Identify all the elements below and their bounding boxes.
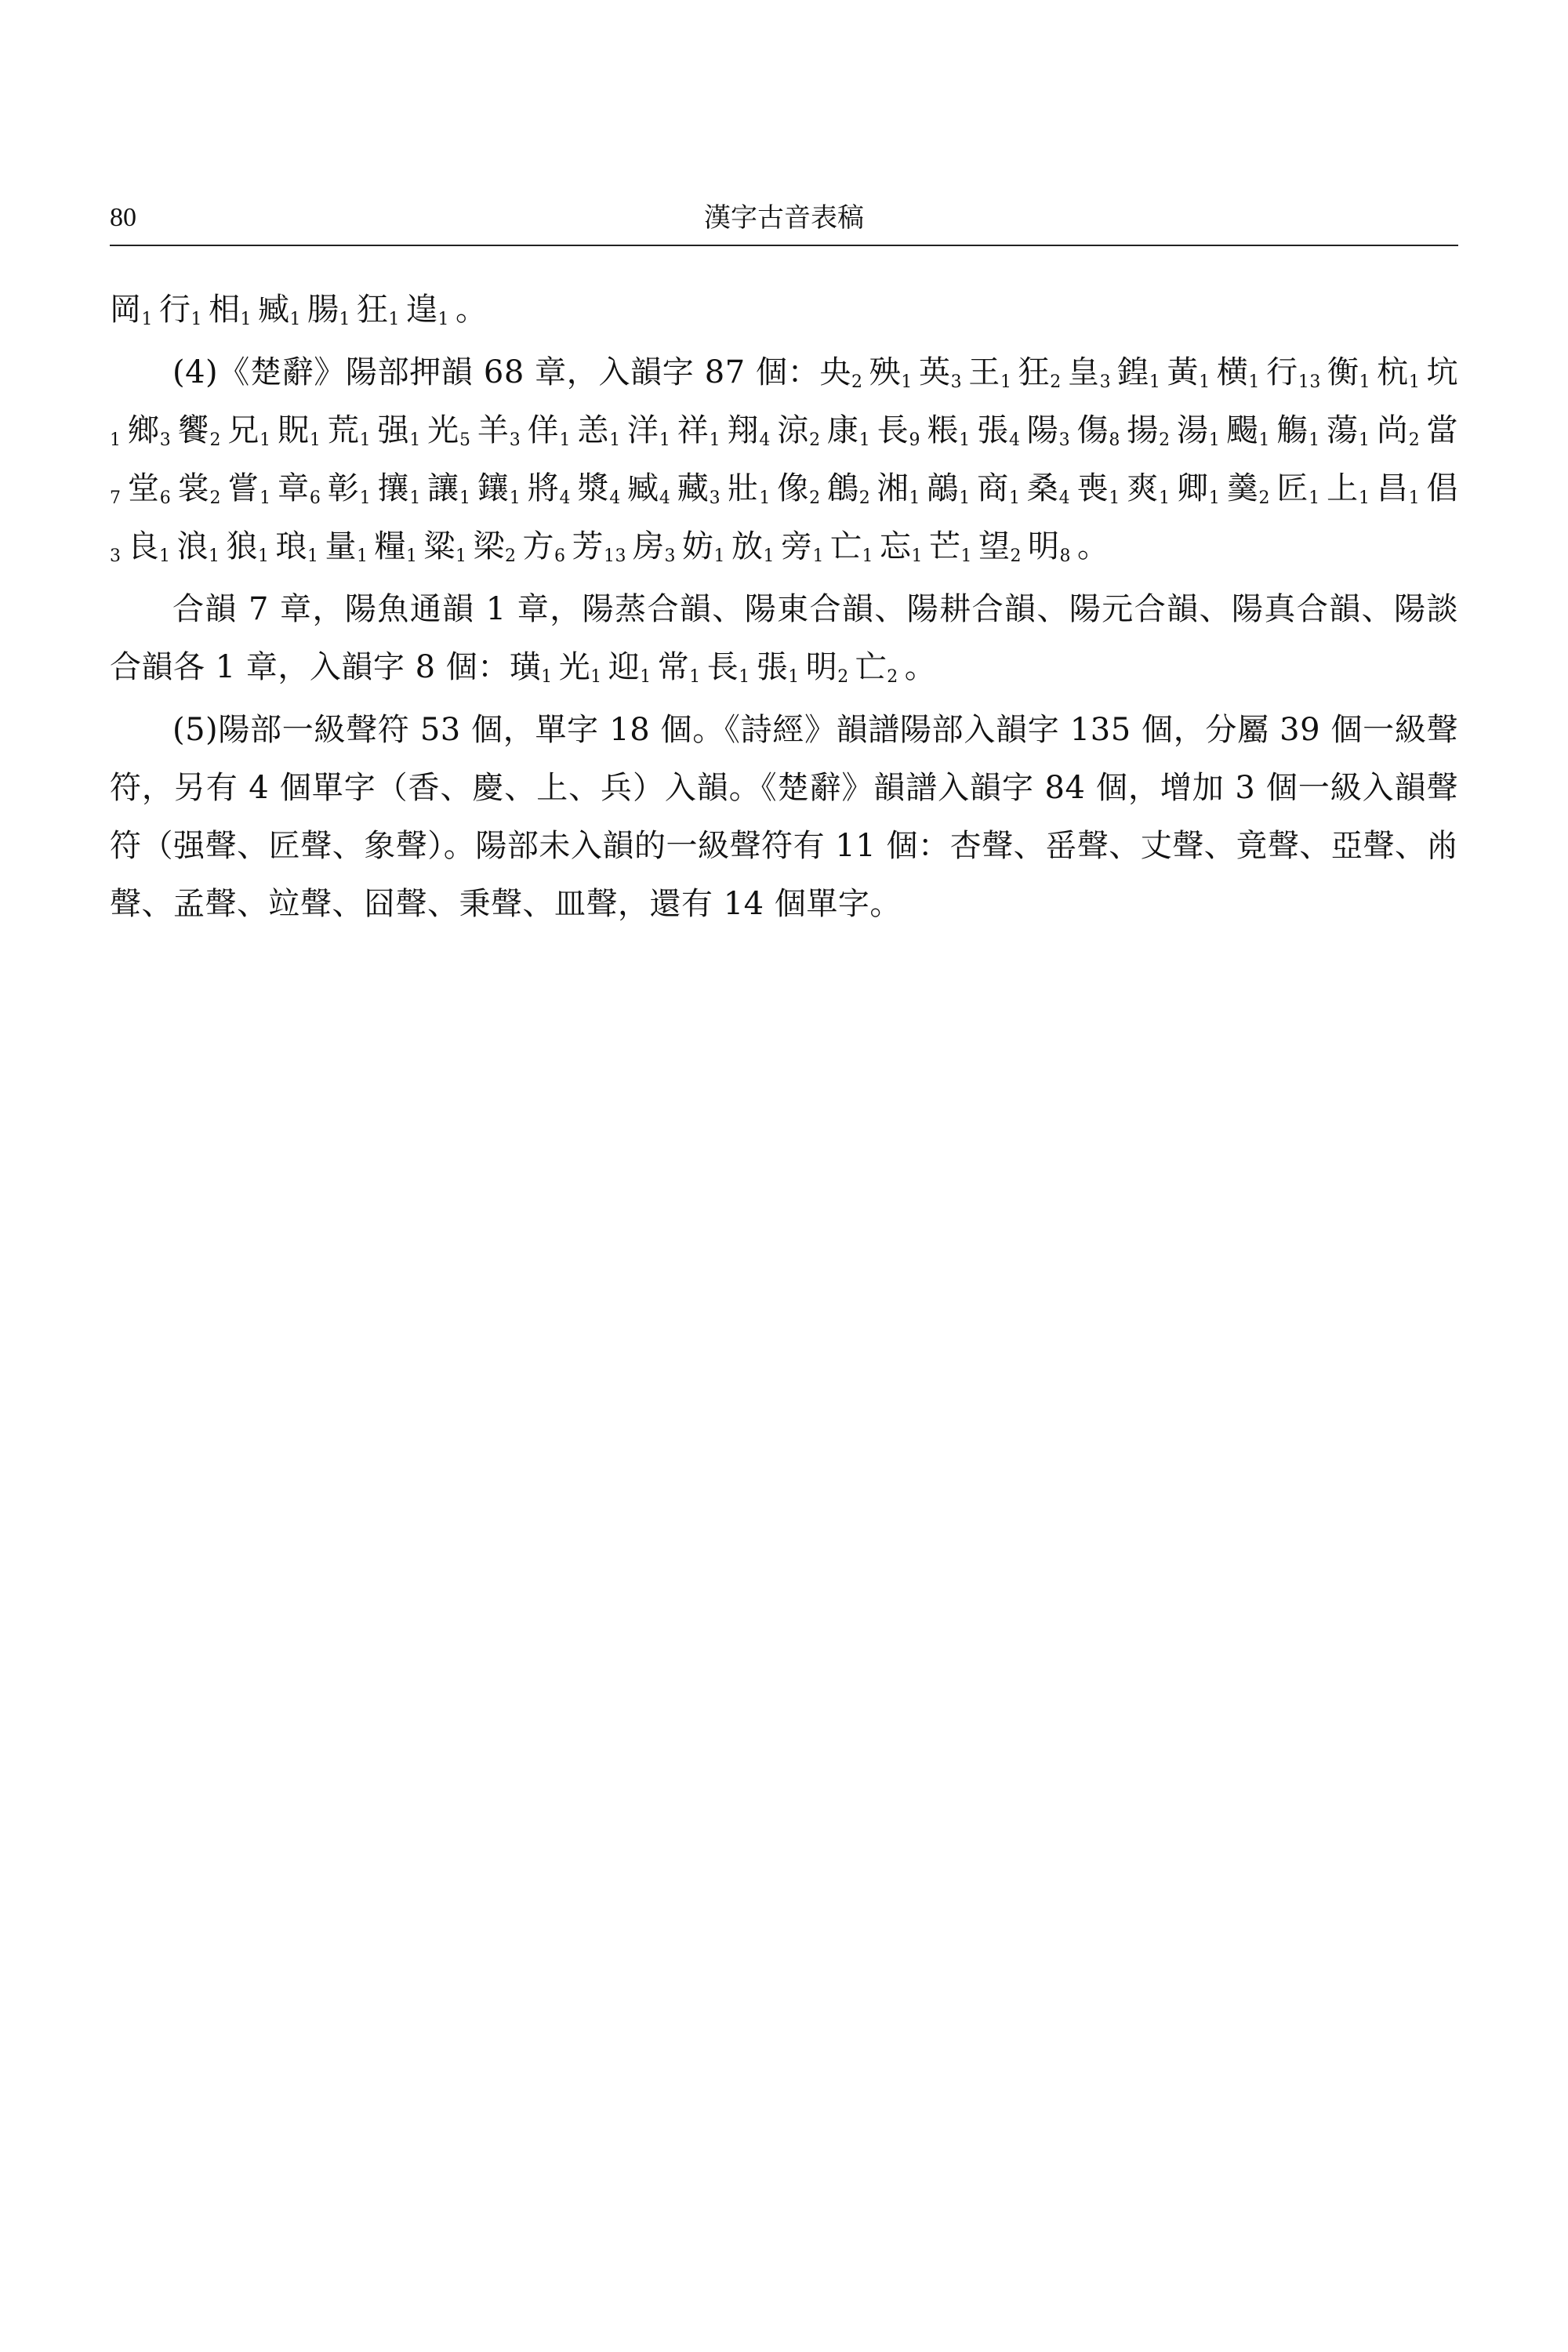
rhyme-text: 當 [1426,412,1459,448]
rhyme-text: 觴 [1276,412,1309,448]
rhyme-text: 商 [976,470,1009,506]
occurrence-count: 1 [509,488,521,508]
occurrence-count: 13 [604,546,626,566]
rhyme-text: 粻 [927,412,960,448]
rhyme-text: 卿 [1176,470,1209,506]
occurrence-count: 1 [191,310,202,329]
rhyme-text: 狼 [226,528,258,564]
rhyme-text: 張 [976,412,1009,448]
occurrence-count: 6 [159,488,172,508]
occurrence-count: 7 [110,488,122,508]
occurrence-count: 3 [950,372,963,392]
rhyme-text: 恙 [576,412,610,448]
occurrence-count: 1 [110,430,122,450]
rhyme-text: 長 [706,649,739,685]
occurrence-count: 1 [709,430,721,450]
occurrence-count: 1 [1008,488,1021,508]
occurrence-count: 8 [1059,546,1071,566]
paragraph-3 [110,580,1458,696]
occurrence-count: 1 [357,546,368,566]
rhyme-text: 祥 [677,412,710,448]
rhyme-text: 明 [1028,528,1060,564]
rhyme-text: 羊 [477,412,510,448]
rhyme-text: 合韻 7 章，陽魚通韻 1 章，陽蒸合韻、陽東合韻、陽耕合韻、陽元合韻、陽真合韻、陽談合韻各 1 章，入韻字 8 個： [110,591,1458,685]
occurrence-count: 2 [851,372,863,392]
occurrence-count: 4 [609,488,621,508]
rhyme-text: 藏 [677,470,710,506]
rhyme-text: 荒 [327,412,360,448]
occurrence-count: 1 [1258,430,1271,450]
rhyme-text: 光 [426,412,460,448]
rhyme-text: 上 [1326,470,1359,506]
rhyme-text: 兄 [227,412,260,448]
occurrence-count: 4 [1008,430,1021,450]
occurrence-count: 1 [437,310,449,329]
rhyme-text: 殃 [869,354,902,390]
rhyme-text: 臧 [626,470,659,506]
occurrence-count: 1 [258,546,270,566]
rhyme-text: 浪 [176,528,209,564]
occurrence-count: 1 [307,546,319,566]
rhyme-text: 坑 [1426,354,1459,390]
occurrence-count: 2 [1010,546,1022,566]
rhyme-text: 貺 [277,412,310,448]
rhyme-text: 翔 [727,412,760,448]
occurrence-count: 1 [788,667,800,687]
occurrence-count: 1 [159,546,171,566]
rhyme-text: 鄉 [127,412,160,448]
rhyme-text: 臧 [258,292,290,328]
occurrence-count: 1 [1359,372,1371,392]
occurrence-count: 1 [1358,430,1370,450]
rhyme-text: 傷 [1076,412,1109,448]
occurrence-count: 1 [541,667,553,687]
rhyme-text: 堂 [127,470,160,506]
rhyme-text: 衡 [1327,354,1359,390]
rhyme-text: 旁 [781,528,813,564]
occurrence-count: 4 [659,488,671,508]
occurrence-count: 6 [554,546,566,566]
occurrence-count: 1 [456,546,467,566]
occurrence-count: 6 [309,488,321,508]
rhyme-text: 皇 [1067,354,1100,390]
rhyme-text: 攘 [377,470,410,506]
paragraph-1 [110,281,1458,339]
rhyme-text: 讓 [426,470,460,506]
occurrence-count: 4 [559,488,571,508]
occurrence-count: 1 [909,488,920,508]
occurrence-count: 1 [862,546,873,566]
rhyme-text: 方 [522,528,554,564]
occurrence-count: 2 [858,488,871,508]
rhyme-text: 彰 [327,470,360,506]
occurrence-count: 1 [359,430,372,450]
occurrence-count: 1 [1159,488,1171,508]
paragraph-2 [110,343,1458,575]
rhyme-text: 蕩 [1326,412,1359,448]
occurrence-count: 1 [759,488,771,508]
rhyme-text: 粱 [423,528,456,564]
occurrence-count: 2 [809,488,821,508]
rhyme-text: 昌 [1376,470,1409,506]
rhyme-text: 英 [918,354,951,390]
rhyme-text: 亡 [855,649,887,685]
occurrence-count: 2 [837,667,849,687]
rhyme-text: 放 [731,528,764,564]
occurrence-count: 3 [159,430,172,450]
rhyme-text: 康 [826,412,859,448]
occurrence-count: 3 [664,546,676,566]
occurrence-count: 1 [959,488,971,508]
rhyme-text: 張 [756,649,789,685]
rhyme-text: 王 [968,354,1000,390]
occurrence-count: 1 [309,430,321,450]
rhyme-text: 。 [904,649,937,685]
rhyme-text: 佯 [527,412,560,448]
occurrence-count: 1 [339,310,350,329]
occurrence-count: 1 [1358,488,1370,508]
rhyme-text: 揚 [1126,412,1160,448]
rhyme-text: 羹 [1226,470,1259,506]
rhyme-text: 鶬 [826,470,859,506]
occurrence-count: 1 [1308,488,1320,508]
occurrence-count: 1 [1199,372,1210,392]
rhyme-text: 漿 [576,470,610,506]
rhyme-text: 洋 [626,412,659,448]
rhyme-text: 像 [776,470,810,506]
occurrence-count: 3 [1099,372,1112,392]
occurrence-count: 1 [590,667,602,687]
occurrence-count: 2 [887,667,898,687]
occurrence-count: 1 [141,310,153,329]
occurrence-count: 1 [901,372,913,392]
occurrence-count: 2 [1408,430,1421,450]
occurrence-count: 2 [209,488,221,508]
rhyme-text: (5)陽部一級聲符 53 個，單字 18 個。《詩經》韻譜陽部入韻字 135 個，分屬 39 個一級聲符，另有 4 個單字（香、慶、上、兵）入韻。《楚辭》韻譜入韻字 84 個，增加 3 個一級入韻聲符（强聲、匠聲、象聲）。陽部未入韻的一級聲符有 11 個：杏聲、䍃聲、丈聲、竟聲、亞聲、㡀聲、孟聲、竝聲、囧聲、秉聲、皿聲，還有 14 個單字。 [110,712,1458,922]
header-rule [110,245,1458,246]
occurrence-count: 2 [1050,372,1062,392]
occurrence-count: 1 [812,546,824,566]
occurrence-count: 3 [509,430,521,450]
rhyme-text: 狂 [1018,354,1051,390]
occurrence-count: 1 [260,488,271,508]
occurrence-count: 2 [1159,430,1171,450]
rhyme-text: 糧 [374,528,406,564]
rhyme-text: 杭 [1377,354,1409,390]
page-header [110,196,1458,240]
rhyme-text: 明 [805,649,838,685]
rhyme-text: 岡 [110,292,142,328]
occurrence-count: 5 [459,430,471,450]
rhyme-text: 相 [209,292,241,328]
rhyme-text: 鶮 [927,470,960,506]
occurrence-count: 1 [409,488,421,508]
occurrence-count: 1 [959,430,971,450]
occurrence-count: 1 [240,310,252,329]
rhyme-text: 爽 [1126,470,1160,506]
occurrence-count: 3 [709,488,721,508]
rhyme-text: 。 [456,292,488,328]
occurrence-count: 1 [739,667,750,687]
rhyme-text: 行 [159,292,191,328]
occurrence-count: 1 [1308,430,1320,450]
occurrence-count: 1 [689,667,701,687]
occurrence-count: 1 [559,430,571,450]
rhyme-text: 望 [978,528,1011,564]
rhyme-text: 妨 [682,528,714,564]
rhyme-text: 量 [325,528,357,564]
rhyme-text: 章 [277,470,310,506]
rhyme-text: 匠 [1276,470,1309,506]
rhyme-text: 長 [877,412,909,448]
occurrence-count: 1 [209,546,220,566]
occurrence-count: 1 [713,546,725,566]
occurrence-count: 4 [1058,488,1071,508]
rhyme-text: 饗 [177,412,210,448]
rhyme-text: 喪 [1076,470,1109,506]
rhyme-text: 璜 [509,649,542,685]
rhyme-text: 房 [633,528,665,564]
rhyme-text: 强 [377,412,410,448]
occurrence-count: 1 [1208,488,1221,508]
rhyme-text: 良 [127,528,159,564]
occurrence-count: 1 [359,488,372,508]
occurrence-count: 1 [406,546,418,566]
rhyme-text: 颺 [1226,412,1259,448]
occurrence-count: 4 [759,430,771,450]
paragraph-4 [110,701,1458,933]
rhyme-text: 嘗 [227,470,260,506]
occurrence-count: 13 [1298,372,1321,392]
occurrence-count: 2 [809,430,821,450]
rhyme-text: 遑 [406,292,438,328]
rhyme-text: 琅 [275,528,307,564]
rhyme-text: 芒 [929,528,961,564]
occurrence-count: 1 [763,546,775,566]
occurrence-count: 9 [909,430,920,450]
occurrence-count: 1 [609,430,621,450]
occurrence-count: 1 [911,546,923,566]
occurrence-count: 2 [505,546,517,566]
rhyme-text: 腸 [307,292,339,328]
rhyme-text: 行 [1266,354,1298,390]
occurrence-count: 2 [1258,488,1271,508]
page-number: 80 [110,203,136,232]
rhyme-text: 桑 [1026,470,1059,506]
rhyme-text: 央 [819,354,852,390]
rhyme-text: 鑲 [477,470,510,506]
rhyme-text: 迎 [608,649,641,685]
occurrence-count: 1 [1000,372,1012,392]
rhyme-text: 光 [558,649,591,685]
rhyme-text: 亡 [830,528,862,564]
occurrence-count: 1 [1149,372,1161,392]
rhyme-text: 倡 [1426,470,1459,506]
rhyme-text: 尚 [1376,412,1409,448]
occurrence-count: 1 [260,430,271,450]
body-text [110,281,1458,938]
occurrence-count: 2 [209,430,221,450]
occurrence-count: 3 [1058,430,1071,450]
occurrence-count: 1 [858,430,871,450]
rhyme-text: 涼 [776,412,810,448]
rhyme-text: 裳 [177,470,210,506]
occurrence-count: 1 [960,546,972,566]
occurrence-count: 1 [289,310,301,329]
rhyme-text: 將 [527,470,560,506]
running-title: 漢字古音表稿 [704,202,864,234]
rhyme-text: 湘 [877,470,909,506]
rhyme-text: 。 [1077,528,1109,564]
rhyme-text: (4)《楚辭》陽部押韻 68 章，入韻字 87 個： [172,354,820,390]
occurrence-count: 1 [1109,488,1120,508]
rhyme-text: 狂 [357,292,389,328]
rhyme-text: 鍠 [1117,354,1149,390]
rhyme-text: 湯 [1176,412,1209,448]
occurrence-count: 1 [459,488,471,508]
occurrence-count: 8 [1109,430,1120,450]
rhyme-text: 忘 [880,528,912,564]
rhyme-text: 黃 [1167,354,1200,390]
occurrence-count: 1 [1408,488,1421,508]
occurrence-count: 1 [1408,372,1421,392]
rhyme-text: 陽 [1026,412,1059,448]
rhyme-text: 常 [657,649,690,685]
rhyme-text: 横 [1216,354,1249,390]
occurrence-count: 1 [388,310,400,329]
rhyme-text: 壯 [727,470,760,506]
rhyme-text: 芳 [572,528,604,564]
occurrence-count: 1 [1208,430,1221,450]
occurrence-count: 1 [659,430,671,450]
occurrence-count: 1 [409,430,421,450]
occurrence-count: 1 [640,667,652,687]
occurrence-count: 1 [1248,372,1261,392]
occurrence-count: 3 [110,546,122,566]
rhyme-text: 梁 [473,528,505,564]
